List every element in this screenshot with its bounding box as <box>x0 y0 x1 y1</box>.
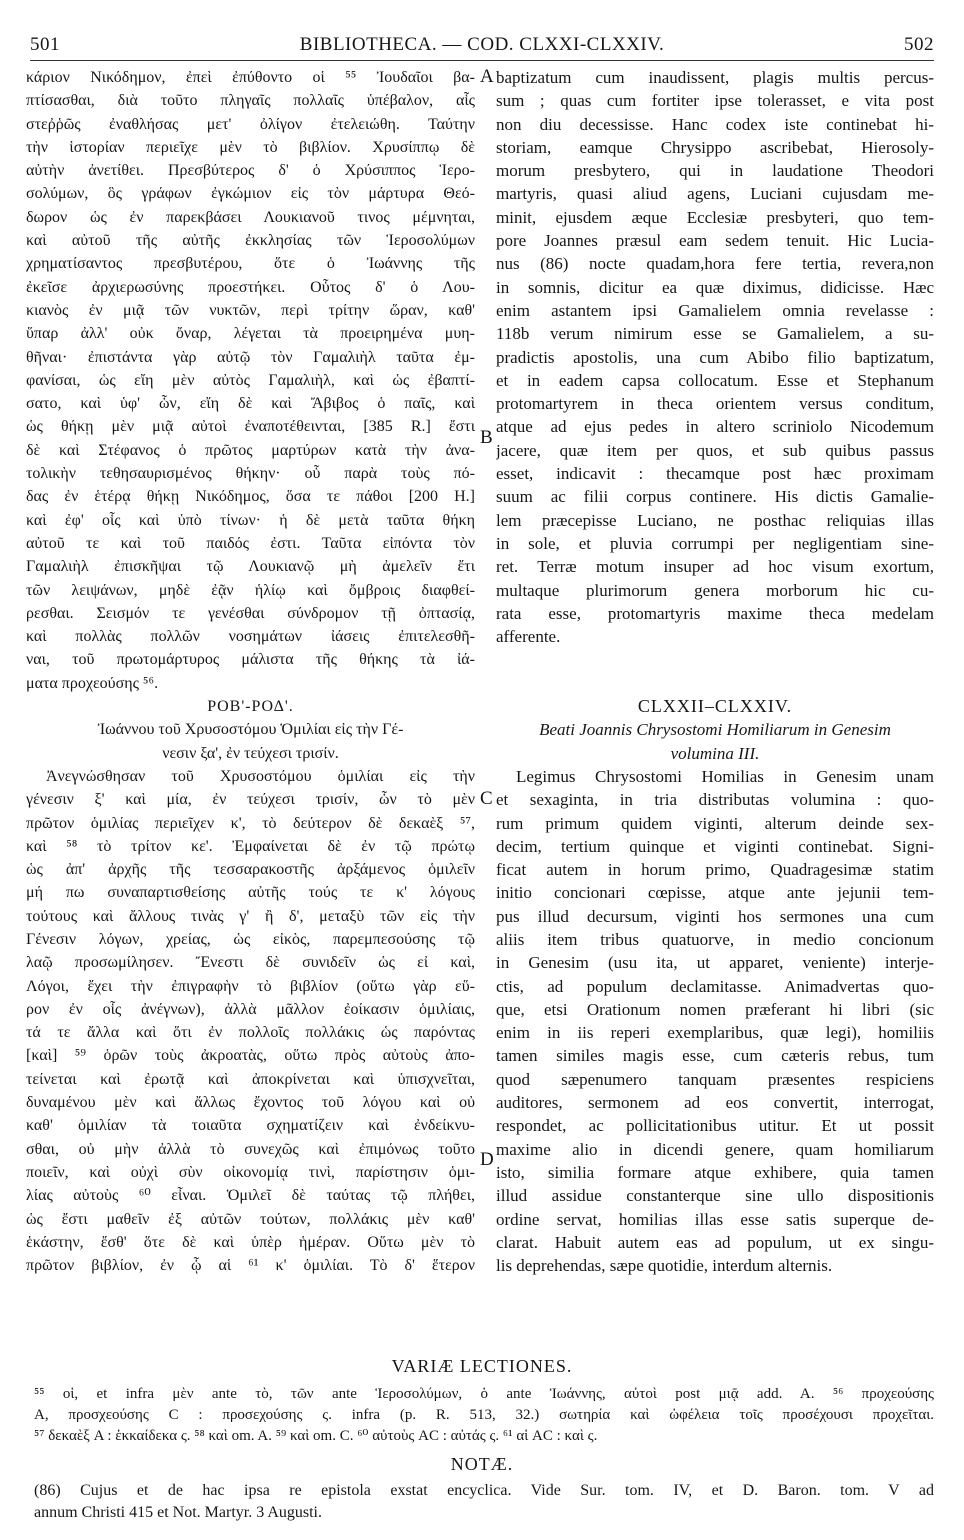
text-line: αὐτοῦ τε καὶ τοῦ παιδός ἐστι. Ταῦτα εἰπόντα τὸν <box>26 534 475 552</box>
text-line: πτίσασθαι, διὰ τοῦτο πληγαῖς πολλαῖς ὑπέβαλον, αἷς <box>26 92 475 110</box>
text-line: quod sæpenumero tanquam præsentes respiciens <box>496 1069 934 1089</box>
margin-letter-b: B <box>480 427 493 448</box>
text-line: martyris, quasi aliud agens, Luciani cujusdam me- <box>496 184 934 204</box>
text-line: πρῶτον βιβλίον, ἐν ᾧ αἱ ⁶¹ κ' ὁμιλίαι. Τὸ δ' ἕτερον <box>26 1257 475 1275</box>
text-line: baptizatum cum inaudissent, plagis multis percus- <box>496 68 934 87</box>
spacer <box>496 672 934 695</box>
notae <box>34 1480 934 1524</box>
text-line: ματα προχεούσης ⁵⁶. <box>26 674 159 692</box>
text-line: A, προσχεούσης C : προσεχούσης ς. infra (p. R. 513, 32.) σωτηρία καὶ ὠφέλεια τοῖς προσέχουσι προχεῖται. <box>34 1407 934 1423</box>
greek-section-subtitle-1: Ἰωάννου τοῦ Χρυσοστόμου Ὁμιλίαι εἰς τὴν Γέ- <box>97 721 404 739</box>
text-line: rata esse, protomartyris maxime theca medelam <box>496 603 934 623</box>
margin-letter-a: A <box>480 66 494 87</box>
text-line: ⁵⁷ δεκαὲξ A : ἑκκαίδεκα ς. ⁵⁸ καὶ om. A. ⁵⁹ καὶ om. C. ⁶⁰ αὐτοὺς AC : αὐτάς ς. ⁶¹ αἱ AC : καὶ ς. <box>34 1428 598 1444</box>
text-line: Γαμαλιὴλ ἐπισκῆψαι τῷ Λουκιανῷ μὴ ἀμελεῖν ἔτι <box>26 558 475 576</box>
text-line: ⁵⁵ οἱ, et infra μὲν ante τὸ, τῶν ante Ἱεροσολύμων, ὁ ante Ἰωάννης, αὐτοὶ post μιᾷ add. A. ⁵⁶ προχεούσης <box>34 1386 934 1402</box>
text-line: protomartyrem in theca orientem versus conditum, <box>496 394 934 414</box>
text-line: ὡς ἔστι μαθεῖν ἐξ αὐτῶν τούτων, πολλάκις μὲν καθ' <box>26 1210 475 1228</box>
text-line: aliis item tribus quatuorve, in medio concionum <box>496 929 934 949</box>
text-line: ποιεῖν, καὶ οὐχὶ σὺν οἰκονομίᾳ τινὶ, παρίστησιν ὁμι- <box>26 1163 475 1181</box>
text-line: σθαι, οὐ μὴν ἀλλὰ τὸ συνεχῶς καὶ ἐπιμόνως τοῦτο <box>26 1140 475 1158</box>
text-line: minit, ejusdem æque Ecclesiæ presbyteri, quo tem- <box>496 207 934 227</box>
text-line: in somnis, dicitur ea quæ diximus, didicisse. Hæc <box>496 277 934 297</box>
text-line: tamen similes magis esse, cum cæteris rebus, tum <box>496 1046 934 1066</box>
latin-section-title: CLXXII–CLXXIV. <box>637 696 793 717</box>
text-line: θῆναι· ἐπιστάντα γὰρ αὐτῷ τὸν Γαμαλιὴλ ταῦτα ἐμ- <box>26 348 475 366</box>
text-line: que, etsi Orationum nomen præferant hi libri (sic <box>496 999 934 1019</box>
text-line: sum ; quas cum fortiter ipse tolerasset, e vita post <box>496 91 934 111</box>
text-line: lem præcepisse Luciano, ne posthac reliquias illas <box>496 510 934 530</box>
text-line: σολύμων, ὃς γράφων ἐγκώμιον εἰς τὸν μάρτυρα Θεό- <box>26 185 475 203</box>
text-line: auditores, sermonem ad eos convertit, interrogat, <box>496 1093 934 1113</box>
latin-passage-b <box>496 765 934 1278</box>
text-line: 118b verum nimirum esse se Gamalielem, a su- <box>496 324 934 344</box>
text-line: enim astantem ipsi Gamalielem omnia revelasse : <box>496 300 934 320</box>
text-line: annum Christi 415 et Not. Martyr. 3 Augusti. <box>34 1504 322 1521</box>
text-line: κάριον Νικόδημον, ἐπεὶ ἐπύθοντο οἱ ⁵⁵ Ἰουδαῖοι βα- <box>26 69 475 86</box>
text-line: δυναμένου μὲν καὶ ἄλλως ἔχοντος τοῦ λόγου καὶ οὐ <box>26 1094 475 1112</box>
text-line: φανίσαι, ὡς εἴη μὲν αὐτὸς Γαμαλιὴλ, καὶ ὡς ἐβαπτί- <box>26 371 475 389</box>
text-line: nus (86) nocte quadam,hora fere tertia, revera,non <box>496 254 934 274</box>
variae-lectiones-heading: VARIÆ LECTIONES. <box>391 1356 573 1376</box>
text-line: Λόγοι, ἔχει τὴν ἐπιγραφὴν τὸ βιβλίον (οὕτω γὰρ εὕ- <box>26 977 475 995</box>
text-line: γένεσιν ξ' καὶ μία, ἐν τεύχεσι τρισίν, ὧν τὸ μὲν <box>26 791 475 809</box>
text-line: respondet, ac pollicitationibus utitur. Et ut possit <box>496 1116 934 1136</box>
text-line: in sole, et pluvia corrumpi per negligentiam sine- <box>496 533 934 553</box>
page-number-left: 501 <box>30 34 60 55</box>
variae-lectiones <box>34 1384 934 1447</box>
text-line: σατο, καὶ ὑφ' ὧν, εἴη δὲ καὶ Ἄβιβος ὁ παῖς, καὶ <box>26 395 475 413</box>
page-header <box>30 34 934 58</box>
margin-letter-d: D <box>480 1149 494 1170</box>
latin-passage-a <box>496 66 934 648</box>
text-line: pus illud decursum, viginti hos sermones una cum <box>496 906 934 926</box>
text-line: isto, similia formare atque exhibere, quia tamen <box>496 1162 934 1182</box>
text-line: καὶ ⁵⁸ τὸ τρίτον κε'. Ἐμφαίνεται δὲ ἐν τῷ πρώτῳ <box>26 837 475 855</box>
running-title: BIBLIOTHECA. — COD. CLXXI-CLXXIV. <box>299 34 665 55</box>
text-line: decim, tertium quinque et viginti continebat. Signi- <box>496 836 934 856</box>
text-line: Ἀνεγνώσθησαν τοῦ Χρυσοστόμου ὁμιλίαι εἰς τὴν <box>46 767 475 785</box>
text-line: ctis, ad populum declamitasse. Animadvertas quo- <box>496 976 934 996</box>
text-line: καὶ αὐτοῦ τῆς αὐτῆς ἐκκλησίας τῶν Ἱεροσολύμων <box>26 232 475 250</box>
text-line: et sexaginta, in tria distributas volumina : quo- <box>496 790 934 810</box>
text-line: suum ac filii corpus continere. His dictis Gamalie- <box>496 487 934 507</box>
greek-passage-b <box>26 765 475 1278</box>
text-line: στεῤῥῶς ἐναθλήσας μετ' ὀλίγον ἐτελειώθη. Ταύτην <box>26 115 475 133</box>
text-line: τά τε ἄλλα καὶ ὅτι ἐν πολλοῖς πολλάκις ὡς παρόντας <box>26 1024 475 1042</box>
latin-column <box>496 66 934 1277</box>
text-line: initio concionari cœpisse, atque ante jejunii tem- <box>496 883 934 903</box>
greek-passage-a <box>26 66 475 695</box>
text-line: illud assidue constanterque sine ullo dispositionis <box>496 1186 934 1206</box>
text-line: jacere, quæ item per quos, et sub quibus passus <box>496 440 934 460</box>
notae-heading: NOTÆ. <box>450 1454 514 1474</box>
text-line: maxime alio in dicendi genere, quam homiliarum <box>496 1139 934 1159</box>
text-line: pradictis apostolis, una cum Abibo filio baptizatum, <box>496 347 934 367</box>
text-line: δὲ καὶ Στέφανος ὁ πρῶτος μαρτύρων κατὰ τὴν ἀνα- <box>26 441 475 459</box>
text-line: ναι, τοῦ πρωτομάρτυρος μάλιστα τῆς θήκης τὰ ἰά- <box>26 651 475 669</box>
text-line: πρῶτον ὁμιλίας περιεῖχεν κ', τὸ δεύτερον δὲ δεκαὲξ ⁵⁷, <box>26 814 475 832</box>
text-line: ἑκάστην, ἔσθ' ὅτε δὲ καὶ ὑπὲρ ἡμέραν. Οὕτω μὲν τὸ <box>26 1233 475 1251</box>
text-line: τείνεται καὶ ἐρωτᾷ καὶ ἀποκρίνεται καὶ ὑπισχνεῖται, <box>26 1070 475 1088</box>
text-line: pore Joannes præsul eam sedem tenuit. Hic Lucia- <box>496 231 934 251</box>
text-line: atque ad ejus pedes in altero scriniolo Nicodemum <box>496 417 934 437</box>
text-line: χρηματίσαντος πρεσβυτέρου, ὅτε ὁ Ἰωάννης τῆς <box>26 255 475 273</box>
greek-column <box>26 66 475 1277</box>
text-line: et in eadem capsa collocatum. Esse et Stephanum <box>496 370 934 390</box>
text-line: ret. Terræ motum insuper ad hoc visum exortum, <box>496 557 934 577</box>
text-line: τολικὴν τεθησαυρισμένος θήκην· οὗ παρὰ τοὺς πό- <box>26 465 475 483</box>
greek-section-subtitle-2: νεσιν ξα', ἐν τεύχεσι τρισίν. <box>162 744 339 762</box>
latin-section-subtitle-2: volumina III. <box>670 743 760 763</box>
text-line: morum presbytero, qui in laudatione Theodori <box>496 161 934 181</box>
text-line: ρον ἐν οἷς ἀνέγνων), ἀλλὰ μᾶλλον ἐοίκασιν ὁμιλίαις, <box>26 1000 475 1018</box>
text-line: ficat autem in horum primo, Quadragesimæ statim <box>496 860 934 880</box>
text-line: τῶν λειψάνων, μηδὲ ἐᾷν ἡλίῳ καὶ ὄμβροις διαφθεί- <box>26 581 475 599</box>
text-line: τὴν ἱστορίαν περιεῖχε μὲν τὸ βιβλίον. Χρυσίππῳ δὲ <box>26 138 475 156</box>
margin-letter-c: C <box>480 788 493 809</box>
text-line: ἐκεῖσε ἀρχιερωσύνης προεστήκει. Οὗτος δ' ὁ Λου- <box>26 278 475 296</box>
text-line: ὡς θήκῃ μὲν μιᾷ αὐτοὶ ἐναποτέθεινται, [385 R.] ἔστι <box>26 418 475 436</box>
spacer <box>496 648 934 671</box>
text-line: κιανὸς ἐν μιᾷ τῶν νυκτῶν, περὶ τρίτην ὥραν, καθ' <box>26 301 475 319</box>
text-line: rum primum quidem viginti, alterum deinde sex- <box>496 813 934 833</box>
text-line: ὕπαρ ἀλλ' οὐκ ὄναρ, λέγεται τὰ προειρημένα μυη- <box>26 325 475 343</box>
text-line: αὐτὴν ἀνετίθει. Πρεσβύτερος δ' ὁ Χρύσιππος Ἱερο- <box>26 162 475 180</box>
text-line: ρεσθαι. Σεισμόν τε γενέσθαι σύνδρομον τῇ ὀπτασίᾳ, <box>26 604 475 622</box>
text-line: lis deprehendas, sæpe quotidie, interdum alternis. <box>496 1256 833 1276</box>
text-line: esset, indicavit : thecamque post hæc proximam <box>496 464 934 484</box>
text-line: Γένεσιν λόγων, χρείας, ὡς εἰκὸς, παρεμπεσούσης τῷ <box>26 930 475 948</box>
text-line: λίας αὐτοὺς ⁶⁰ εἶναι. Ὁμιλεῖ δὲ ταύτας τῷ πλήθει, <box>26 1187 475 1205</box>
header-rule <box>30 60 934 61</box>
text-line: δας ἐν ἑτέρᾳ θήκῃ Νικόδημος, ὅσα τε πάθοι [200 H.] <box>26 488 475 506</box>
text-line: clarat. Habuit autem eas ad populum, ut ex singu- <box>496 1232 934 1252</box>
text-line: (86) Cujus et de hac ipsa re epistola exstat encyclica. Vide Sur. tom. IV, et D. Baron. tom. V ad <box>34 1482 934 1499</box>
text-line: enim in iis reperi exemplaribus, quæ legi), homiliis <box>496 1023 934 1043</box>
text-line: καὶ πολλὰς πολλῶν νοσημάτων ἰάσεις ἐπιτελεσθῆ- <box>26 628 475 646</box>
text-line: ordine servat, homilias illas esse satis superque de- <box>496 1209 934 1229</box>
text-line: in Genesim (usu ita, ut apparet, veniente) interje- <box>496 953 934 973</box>
text-line: multaque plurimorum genera morborum hic cu- <box>496 580 934 600</box>
text-line: λαῷ προσωμίλησεν. Ἔνεστι δὲ συνιδεῖν ὡς εἰ καὶ, <box>26 954 475 972</box>
text-line: storiam, eamque Chrysippo ascribebat, Hierosoly- <box>496 137 934 157</box>
text-line: afferente. <box>496 627 561 647</box>
text-line: [καὶ] ⁵⁹ ὁρῶν τοὺς ἀκροατὰς, οὕτω πρὸς αὐτοὺς ἀπο- <box>26 1047 475 1065</box>
text-line: τούτους καὶ ἄλλους τινὰς γ' ἢ δ', μεταξὺ τῶν εἰς τὴν <box>26 907 475 925</box>
text-line: Legimus Chrysostomi Homilias in Genesim unam <box>516 766 934 786</box>
text-line: καθ' ὁμιλίαν τὰ τοιαῦτα σχηματίζειν καὶ ἐνδείκνυ- <box>26 1117 475 1135</box>
text-line: ὡς ἀπ' ἀρχῆς τῆς τεσσαρακοστῆς ἀρξάμενος ὁμιλεῖν <box>26 861 475 879</box>
latin-section-subtitle-1: Beati Joannis Chrysostomi Homiliarum in Genesim <box>539 720 891 740</box>
text-line: non diu decessisse. Hanc codex iste continebat hi- <box>496 114 934 134</box>
text-line: δωρον ὡς ἐν παρεκβάσει Λουκιανοῦ τινος μέμνηται, <box>26 208 475 226</box>
greek-section-title: ΡΟΒ'-ΡΟΔ'. <box>207 698 294 716</box>
text-line: μή πω συναπαρτισθείσης αὐτῆς τούς τε κ' λόγους <box>26 884 475 902</box>
text-line: καὶ ἐφ' οἷς καὶ ὑπὸ τίνων· ἡ δὲ μετὰ ταῦτα θήκη <box>26 511 475 529</box>
page-number-right: 502 <box>904 34 934 55</box>
